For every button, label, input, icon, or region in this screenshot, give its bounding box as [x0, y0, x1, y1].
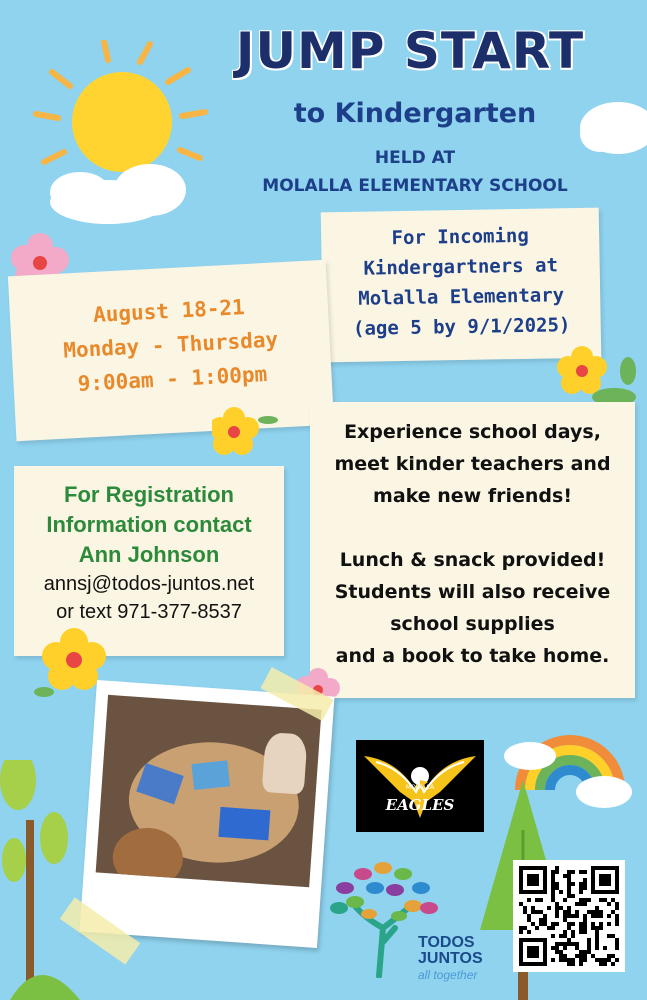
- qr-module: [579, 930, 583, 934]
- qr-module: [571, 934, 575, 938]
- qr-module: [571, 882, 575, 886]
- qr-module: [571, 958, 575, 962]
- qr-module: [615, 918, 619, 922]
- qr-module: [599, 962, 603, 966]
- qr-module: [571, 870, 575, 874]
- qr-module: [567, 942, 571, 946]
- qr-module: [527, 914, 531, 918]
- qr-module: [551, 898, 555, 902]
- qr-module: [551, 878, 555, 882]
- contact-heading: For Registration: [64, 482, 234, 507]
- qr-module: [563, 942, 567, 946]
- qr-code[interactable]: [513, 860, 625, 972]
- qr-module: [571, 962, 575, 966]
- qr-module: [579, 898, 583, 902]
- qr-module: [575, 954, 579, 958]
- qr-finder: [527, 874, 539, 886]
- qr-module: [539, 918, 543, 922]
- qr-module: [583, 914, 587, 918]
- qr-module: [603, 898, 607, 902]
- qr-module: [551, 874, 555, 878]
- qr-module: [579, 922, 583, 926]
- qr-module: [575, 914, 579, 918]
- qr-module: [535, 898, 539, 902]
- qr-module: [579, 890, 583, 894]
- qr-module: [567, 870, 571, 874]
- qr-module: [563, 954, 567, 958]
- qr-module: [591, 926, 595, 930]
- qr-module: [567, 894, 571, 898]
- qr-module: [567, 914, 571, 918]
- qr-module: [519, 930, 523, 934]
- qr-module: [551, 922, 555, 926]
- qr-module: [559, 934, 563, 938]
- incoming-line: For Incoming: [391, 224, 529, 250]
- qr-module: [567, 962, 571, 966]
- qr-module: [583, 870, 587, 874]
- qr-module: [563, 946, 567, 950]
- qr-module: [607, 958, 611, 962]
- qr-module: [579, 950, 583, 954]
- qr-module: [523, 910, 527, 914]
- eagles-name: EAGLES: [385, 796, 455, 814]
- qr-module: [519, 902, 523, 906]
- qr-module: [579, 926, 583, 930]
- experience-line: Students will also receive: [334, 581, 611, 603]
- qr-module: [555, 866, 559, 870]
- yellow-flower-icon: [556, 345, 647, 410]
- qr-module: [611, 898, 615, 902]
- qr-module: [599, 922, 603, 926]
- page-title: JUMP START: [235, 22, 585, 80]
- qr-module: [615, 906, 619, 910]
- qr-module: [599, 910, 603, 914]
- incoming-card: [321, 208, 602, 363]
- qr-module: [539, 922, 543, 926]
- qr-module: [539, 910, 543, 914]
- qr-module: [563, 958, 567, 962]
- qr-module: [587, 950, 591, 954]
- qr-module: [611, 954, 615, 958]
- qr-module: [583, 878, 587, 882]
- qr-module: [567, 910, 571, 914]
- qr-module: [603, 962, 607, 966]
- qr-module: [579, 886, 583, 890]
- qr-module: [579, 962, 583, 966]
- qr-module: [595, 930, 599, 934]
- contact-heading: Information contact: [46, 512, 252, 537]
- qr-module: [607, 922, 611, 926]
- qr-module: [551, 882, 555, 886]
- qr-module: [567, 922, 571, 926]
- qr-module: [587, 910, 591, 914]
- qr-module: [575, 902, 579, 906]
- qr-module: [611, 910, 615, 914]
- qr-module: [555, 946, 559, 950]
- qr-module: [575, 910, 579, 914]
- qr-module: [603, 958, 607, 962]
- classroom-photo: [80, 680, 335, 948]
- qr-module: [595, 934, 599, 938]
- contact-email[interactable]: annsj@todos-juntos.net: [43, 573, 255, 595]
- qr-module: [579, 882, 583, 886]
- qr-module: [551, 934, 555, 938]
- qr-module: [615, 938, 619, 942]
- qr-module: [607, 902, 611, 906]
- qr-module: [611, 962, 615, 966]
- qr-module: [583, 922, 587, 926]
- qr-module: [583, 882, 587, 886]
- qr-module: [555, 882, 559, 886]
- qr-module: [567, 890, 571, 894]
- qr-module: [583, 954, 587, 958]
- todos-tagline: all together: [418, 968, 478, 982]
- qr-module: [555, 942, 559, 946]
- qr-module: [587, 946, 591, 950]
- qr-module: [583, 950, 587, 954]
- qr-module: [527, 918, 531, 922]
- qr-module: [583, 898, 587, 902]
- qr-module: [583, 926, 587, 930]
- held-at-label: HELD AT: [374, 148, 456, 168]
- qr-module: [607, 934, 611, 938]
- qr-module: [555, 922, 559, 926]
- qr-module: [567, 958, 571, 962]
- qr-module: [571, 922, 575, 926]
- qr-module: [527, 898, 531, 902]
- qr-module: [595, 914, 599, 918]
- date-range: August 18-21: [92, 295, 246, 328]
- qr-module: [551, 870, 555, 874]
- qr-module: [587, 942, 591, 946]
- incoming-line: (age 5 by 9/1/2025): [352, 314, 571, 340]
- qr-module: [579, 870, 583, 874]
- qr-module: [551, 958, 555, 962]
- school-name: MOLALLA ELEMENTARY SCHOOL: [262, 176, 568, 196]
- qr-module: [571, 942, 575, 946]
- qr-module: [595, 910, 599, 914]
- qr-module: [567, 886, 571, 890]
- qr-module: [599, 914, 603, 918]
- experience-line: school supplies: [390, 613, 555, 635]
- qr-module: [563, 930, 567, 934]
- qr-module: [599, 898, 603, 902]
- qr-module: [563, 898, 567, 902]
- qr-module: [523, 926, 527, 930]
- qr-module: [531, 906, 535, 910]
- qr-module: [563, 918, 567, 922]
- experience-line: make new friends!: [373, 485, 572, 507]
- qr-module: [559, 942, 563, 946]
- contact-name: Ann Johnson: [78, 542, 220, 567]
- contact-phone[interactable]: or text 971-377-8537: [56, 601, 242, 623]
- qr-module: [587, 898, 591, 902]
- qr-module: [579, 954, 583, 958]
- held-at-text: [230, 144, 600, 200]
- qr-module: [559, 954, 563, 958]
- qr-module: [607, 914, 611, 918]
- qr-finder: [599, 874, 611, 886]
- sun-icon: [30, 40, 210, 230]
- qr-module: [539, 898, 543, 902]
- qr-module: [523, 906, 527, 910]
- yellow-flower-icon: [212, 406, 282, 456]
- qr-module: [567, 926, 571, 930]
- qr-module: [591, 922, 595, 926]
- qr-module: [559, 906, 563, 910]
- photo-image: [96, 695, 322, 887]
- experience-line: Lunch & snack provided!: [339, 549, 606, 571]
- dates-card: [8, 260, 334, 441]
- qr-module: [547, 926, 551, 930]
- qr-module: [583, 902, 587, 906]
- qr-finder: [527, 946, 539, 958]
- qr-module: [535, 910, 539, 914]
- qr-module: [615, 922, 619, 926]
- qr-module: [611, 934, 615, 938]
- tree-icon: [0, 760, 90, 1000]
- qr-module: [595, 906, 599, 910]
- qr-module: [551, 886, 555, 890]
- qr-module: [595, 946, 599, 950]
- qr-module: [603, 946, 607, 950]
- qr-module: [579, 902, 583, 906]
- incoming-line: Molalla Elementary: [358, 284, 565, 310]
- qr-module: [583, 886, 587, 890]
- qr-module: [583, 918, 587, 922]
- qr-module: [563, 874, 567, 878]
- eagles-small-text: MOLALLA: [405, 784, 435, 791]
- qr-module: [551, 890, 555, 894]
- eagles-logo: [356, 740, 484, 832]
- qr-module: [543, 914, 547, 918]
- experience-card: [310, 402, 635, 698]
- qr-module: [575, 942, 579, 946]
- qr-module: [567, 882, 571, 886]
- qr-module: [551, 926, 555, 930]
- qr-module: [571, 930, 575, 934]
- qr-module: [599, 926, 603, 930]
- qr-module: [555, 870, 559, 874]
- qr-module: [595, 958, 599, 962]
- page-subtitle: to Kindergarten: [293, 98, 537, 129]
- qr-module: [587, 938, 591, 942]
- qr-module: [527, 930, 531, 934]
- qr-module: [571, 894, 575, 898]
- qr-module: [563, 934, 567, 938]
- todos-text: TODOS: [418, 934, 475, 951]
- qr-module: [563, 910, 567, 914]
- todos-juntos-logo: [418, 935, 518, 983]
- qr-module: [595, 926, 599, 930]
- qr-module: [583, 958, 587, 962]
- qr-module: [567, 874, 571, 878]
- qr-module: [555, 910, 559, 914]
- time-range: 9:00am - 1:00pm: [77, 362, 268, 396]
- qr-module: [567, 878, 571, 882]
- qr-module: [563, 914, 567, 918]
- qr-module: [543, 922, 547, 926]
- qr-module: [555, 950, 559, 954]
- qr-module: [575, 946, 579, 950]
- qr-module: [559, 958, 563, 962]
- qr-module: [599, 958, 603, 962]
- incoming-line: Kindergartners at: [363, 254, 559, 280]
- qr-module: [595, 938, 599, 942]
- qr-module: [543, 918, 547, 922]
- day-range: Monday - Thursday: [62, 327, 279, 363]
- qr-module: [591, 910, 595, 914]
- qr-module: [595, 942, 599, 946]
- qr-module: [519, 926, 523, 930]
- qr-module: [567, 938, 571, 942]
- qr-module: [615, 958, 619, 962]
- qr-module: [555, 906, 559, 910]
- qr-module: [555, 914, 559, 918]
- qr-module: [579, 958, 583, 962]
- qr-module: [551, 946, 555, 950]
- qr-module: [547, 906, 551, 910]
- experience-line: Experience school days,: [344, 421, 601, 443]
- qr-module: [571, 914, 575, 918]
- qr-module: [607, 954, 611, 958]
- qr-module: [615, 942, 619, 946]
- qr-module: [535, 926, 539, 930]
- qr-module: [615, 946, 619, 950]
- qr-module: [559, 890, 563, 894]
- qr-module: [531, 910, 535, 914]
- qr-module: [591, 954, 595, 958]
- qr-module: [555, 886, 559, 890]
- juntos-text: JUNTOS: [418, 950, 483, 967]
- qr-module: [583, 930, 587, 934]
- qr-module: [531, 922, 535, 926]
- qr-module: [615, 914, 619, 918]
- qr-module: [615, 902, 619, 906]
- experience-line: and a book to take home.: [335, 645, 610, 667]
- qr-module: [567, 906, 571, 910]
- qr-module: [591, 914, 595, 918]
- qr-module: [555, 902, 559, 906]
- qr-module: [551, 894, 555, 898]
- qr-module: [559, 950, 563, 954]
- experience-line: meet kinder teachers and: [334, 453, 611, 475]
